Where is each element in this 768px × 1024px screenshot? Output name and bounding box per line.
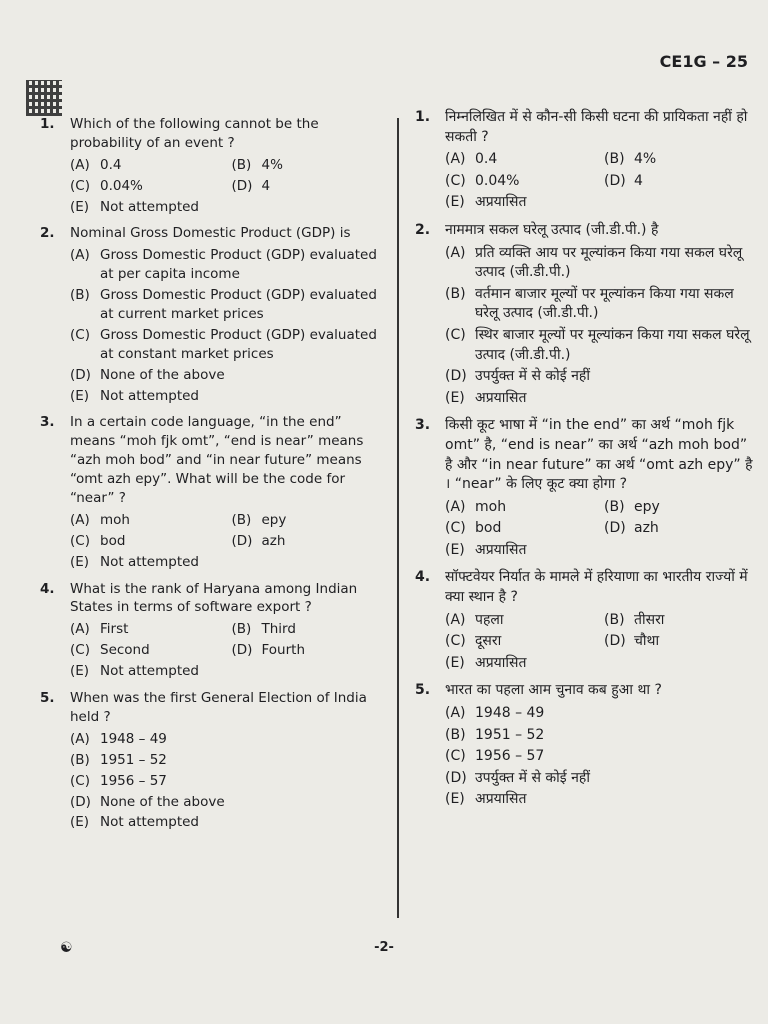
answer-option: [70, 620, 224, 639]
answer-option: [445, 519, 596, 539]
answer-option: [70, 532, 224, 551]
option-text: epy: [634, 498, 660, 515]
option-letter: (B): [70, 287, 90, 304]
option-text: 1956 – 57: [475, 748, 545, 765]
option-text: Gross Domestic Product (GDP) evaluated at constant market prices: [100, 326, 377, 362]
question-text: In a certain code language, “in the end” means “moh fjk omt”, “end is near” means “azh moh bod” and “in near future” means “omt azh epy”. What will be the code for “near” ?: [70, 414, 364, 507]
question-text: किसी कूट भाषा में “in the end” का अर्थ “moh fjk omt” है, “end is near” का अर्थ “azh moh bod” है और “in near future” का अर्थ “omt azh epy” है । “near” के लिए कूट क्या होगा ?: [445, 417, 753, 493]
answer-option: [604, 611, 755, 631]
option-text: प्रति व्यक्ति आय पर मूल्यांकन किया गया सकल घरेलू उत्पाद (जी.डी.पी.): [475, 244, 743, 281]
answer-option: [604, 172, 755, 192]
question-number: 4.: [40, 580, 55, 597]
answer-option: [445, 611, 596, 631]
answer-option: [445, 285, 755, 324]
question-body: [70, 413, 385, 571]
option-text: अप्रयासित: [475, 194, 527, 211]
option-text: 1948 – 49: [100, 730, 167, 747]
question: [40, 224, 385, 405]
answer-option: [232, 156, 386, 175]
option-letter: (C): [445, 326, 466, 343]
question: [415, 221, 755, 408]
question-number: 3.: [415, 417, 431, 434]
question-text: What is the rank of Haryana among Indian States in terms of software export ?: [70, 580, 358, 616]
answer-option: [232, 177, 386, 196]
question-text: Which of the following cannot be the probability of an event ?: [70, 116, 319, 151]
option-letter: (E): [70, 553, 90, 570]
option-list: [70, 620, 385, 681]
option-letter: (D): [231, 177, 253, 194]
option-text: अप्रयासित: [475, 654, 527, 671]
option-letter: (C): [445, 172, 466, 189]
option-list: [70, 511, 385, 572]
answer-option: [70, 326, 385, 364]
option-letter: (D): [445, 769, 467, 786]
question-number: 2.: [40, 225, 55, 242]
question-text: Nominal Gross Domestic Product (GDP) is: [70, 225, 351, 242]
answer-option: [70, 156, 224, 175]
option-list: [70, 730, 385, 832]
option-text: moh: [475, 498, 507, 515]
option-text: None of the above: [100, 366, 225, 383]
option-text: पहला: [475, 611, 504, 628]
question-body: [445, 221, 755, 408]
answer-option: [70, 751, 385, 770]
option-letter: (C): [445, 633, 466, 650]
option-letter: (A): [445, 611, 466, 628]
option-letter: (D): [604, 172, 626, 189]
answer-option: [445, 498, 596, 518]
option-letter: (D): [70, 793, 91, 810]
answer-option: [604, 519, 755, 539]
option-letter: (B): [604, 151, 625, 168]
qr-code-icon: [26, 80, 62, 116]
option-letter: (B): [445, 726, 466, 743]
answer-option: [70, 511, 224, 530]
answer-option: [445, 654, 755, 674]
paper-code: CE1G – 25: [659, 52, 748, 71]
question-number: 5.: [415, 682, 431, 699]
option-text: Fourth: [261, 642, 305, 659]
answer-option: [445, 389, 755, 409]
option-text: उपर्युक्त में से कोई नहीं: [475, 769, 590, 786]
option-letter: (C): [70, 642, 90, 659]
option-list: [70, 246, 385, 405]
option-text: 0.04%: [475, 172, 520, 189]
option-text: तीसरा: [634, 611, 665, 628]
answer-option: [445, 326, 755, 365]
answer-option: [232, 641, 386, 660]
option-text: 1951 – 52: [100, 751, 167, 768]
option-text: Not attempted: [100, 553, 199, 570]
answer-option: [70, 177, 224, 196]
question-number: 2.: [415, 221, 431, 238]
answer-option: [445, 790, 755, 810]
option-list: [445, 498, 755, 561]
option-letter: (E): [70, 387, 90, 404]
option-text: Gross Domestic Product (GDP) evaluated at per capita income: [100, 247, 377, 283]
question-text: सॉफ्टवेयर निर्यात के मामले में हरियाणा का भारतीय राज्यों में क्या स्थान है ?: [445, 569, 748, 606]
answer-option: [70, 198, 385, 217]
option-text: Not attempted: [100, 387, 199, 404]
option-letter: (B): [231, 156, 252, 173]
option-letter: (D): [231, 642, 253, 659]
option-text: 4%: [261, 156, 283, 173]
option-letter: (E): [445, 389, 465, 406]
question-body: [445, 681, 755, 810]
option-text: वर्तमान बाजार मूल्यों पर मूल्यांकन किया गया सकल घरेलू उत्पाद (जी.डी.पी.): [475, 285, 734, 322]
option-text: 0.04%: [100, 177, 143, 194]
option-text: 4: [634, 172, 643, 189]
option-text: Not attempted: [100, 663, 199, 680]
answer-option: [70, 730, 385, 749]
hindi-column: [415, 108, 755, 818]
answer-option: [445, 704, 755, 724]
option-text: bod: [475, 520, 502, 537]
option-letter: (A): [70, 730, 90, 747]
option-letter: (A): [70, 621, 90, 638]
option-text: 1951 – 52: [475, 726, 545, 743]
option-text: None of the above: [100, 793, 225, 810]
option-letter: (C): [70, 532, 90, 549]
page-number: -2-: [374, 940, 394, 955]
option-letter: (C): [70, 177, 90, 194]
question: [415, 416, 755, 560]
question-number: 4.: [415, 569, 431, 586]
answer-option: [70, 793, 385, 812]
option-letter: (C): [445, 520, 466, 537]
question-body: [70, 224, 385, 405]
option-text: 1948 – 49: [475, 705, 545, 722]
option-text: चौथा: [634, 633, 660, 650]
option-list: [445, 150, 755, 213]
option-text: 0.4: [475, 151, 498, 168]
option-letter: (D): [445, 368, 467, 385]
option-letter: (A): [445, 244, 466, 261]
answer-option: [604, 150, 755, 170]
option-text: Gross Domestic Product (GDP) evaluated at current market prices: [100, 287, 377, 323]
question-number: 1.: [40, 116, 55, 132]
option-text: अप्रयासित: [475, 389, 527, 406]
answer-option: [445, 193, 755, 213]
question-body: [445, 568, 755, 673]
answer-option: [70, 366, 385, 385]
answer-option: [445, 726, 755, 746]
option-list: [445, 704, 755, 810]
answer-option: [232, 511, 386, 530]
option-letter: (A): [445, 151, 466, 168]
option-letter: (A): [70, 156, 90, 173]
option-letter: (A): [70, 511, 90, 528]
option-text: दूसरा: [475, 633, 502, 650]
option-letter: (E): [445, 791, 465, 808]
english-column: [40, 115, 385, 840]
question: [40, 115, 385, 216]
question-body: [70, 115, 385, 216]
option-list: [445, 244, 755, 409]
option-letter: (C): [70, 326, 90, 343]
answer-option: [445, 747, 755, 767]
answer-option: [445, 172, 596, 192]
answer-option: [70, 387, 385, 406]
symbol-icon: ☯: [60, 940, 73, 956]
option-letter: (B): [231, 511, 252, 528]
option-text: अप्रयासित: [475, 541, 527, 558]
option-letter: (E): [70, 198, 90, 215]
option-text: azh: [261, 532, 286, 549]
answer-option: [70, 286, 385, 324]
option-text: Not attempted: [100, 198, 199, 215]
option-text: स्थिर बाजार मूल्यों पर मूल्यांकन किया गया सकल घरेलू उत्पाद (जी.डी.पी.): [475, 326, 750, 363]
answer-option: [70, 813, 385, 832]
option-text: 1956 – 57: [100, 772, 167, 789]
option-letter: (D): [70, 366, 91, 383]
answer-option: [232, 532, 386, 551]
answer-option: [70, 662, 385, 681]
option-text: moh: [100, 511, 130, 528]
option-letter: (E): [70, 663, 90, 680]
question-number: 1.: [415, 109, 431, 125]
option-text: Third: [261, 621, 296, 638]
option-letter: (C): [445, 748, 466, 765]
question: [415, 108, 755, 213]
option-letter: (C): [70, 772, 90, 789]
option-letter: (B): [70, 751, 90, 768]
answer-option: [445, 244, 755, 283]
question-body: [70, 580, 385, 681]
option-text: उपर्युक्त में से कोई नहीं: [475, 368, 590, 385]
column-divider: [397, 118, 399, 918]
question: [40, 689, 385, 832]
option-text: bod: [100, 532, 126, 549]
option-letter: (E): [445, 654, 465, 671]
question: [415, 681, 755, 810]
question: [40, 580, 385, 681]
question: [40, 413, 385, 571]
option-letter: (E): [445, 541, 465, 558]
question-number: 3.: [40, 414, 55, 431]
answer-option: [70, 772, 385, 791]
answer-option: [445, 541, 755, 561]
option-text: 4%: [634, 151, 657, 168]
answer-option: [70, 246, 385, 284]
answer-option: [70, 641, 224, 660]
option-text: azh: [634, 520, 659, 537]
option-letter: (B): [604, 498, 625, 515]
option-text: अप्रयासित: [475, 791, 527, 808]
question: [415, 568, 755, 673]
question-body: [445, 108, 755, 213]
answer-option: [445, 769, 755, 789]
question-text: निम्नलिखित में से कौन-सी किसी घटना की प्रायिकता नहीं हो सकती ?: [445, 109, 748, 145]
option-list: [445, 611, 755, 674]
option-text: epy: [261, 511, 287, 528]
option-text: 0.4: [100, 156, 122, 173]
answer-option: [445, 632, 596, 652]
answer-option: [70, 553, 385, 572]
option-letter: (B): [231, 621, 252, 638]
option-letter: (B): [445, 285, 466, 302]
question-number: 5.: [40, 690, 55, 707]
option-letter: (A): [70, 247, 90, 264]
option-letter: (D): [231, 532, 253, 549]
option-letter: (E): [70, 814, 90, 831]
question-text: When was the first General Election of India held ?: [70, 690, 367, 725]
option-text: Not attempted: [100, 814, 199, 831]
option-list: [70, 156, 385, 217]
option-letter: (D): [604, 633, 626, 650]
answer-option: [445, 367, 755, 387]
answer-option: [445, 150, 596, 170]
option-text: 4: [261, 177, 271, 194]
option-letter: (E): [445, 194, 465, 211]
option-letter: (D): [604, 520, 626, 537]
option-letter: (A): [445, 705, 466, 722]
answer-option: [604, 498, 755, 518]
option-text: Second: [100, 642, 150, 659]
answer-option: [604, 632, 755, 652]
question-body: [445, 416, 755, 560]
question-text: नाममात्र सकल घरेलू उत्पाद (जी.डी.पी.) है: [445, 221, 659, 238]
question-body: [70, 689, 385, 832]
answer-option: [232, 620, 386, 639]
option-text: First: [100, 621, 129, 638]
question-text: भारत का पहला आम चुनाव कब हुआ था ?: [445, 682, 662, 699]
option-letter: (A): [445, 498, 466, 515]
option-letter: (B): [604, 611, 625, 628]
